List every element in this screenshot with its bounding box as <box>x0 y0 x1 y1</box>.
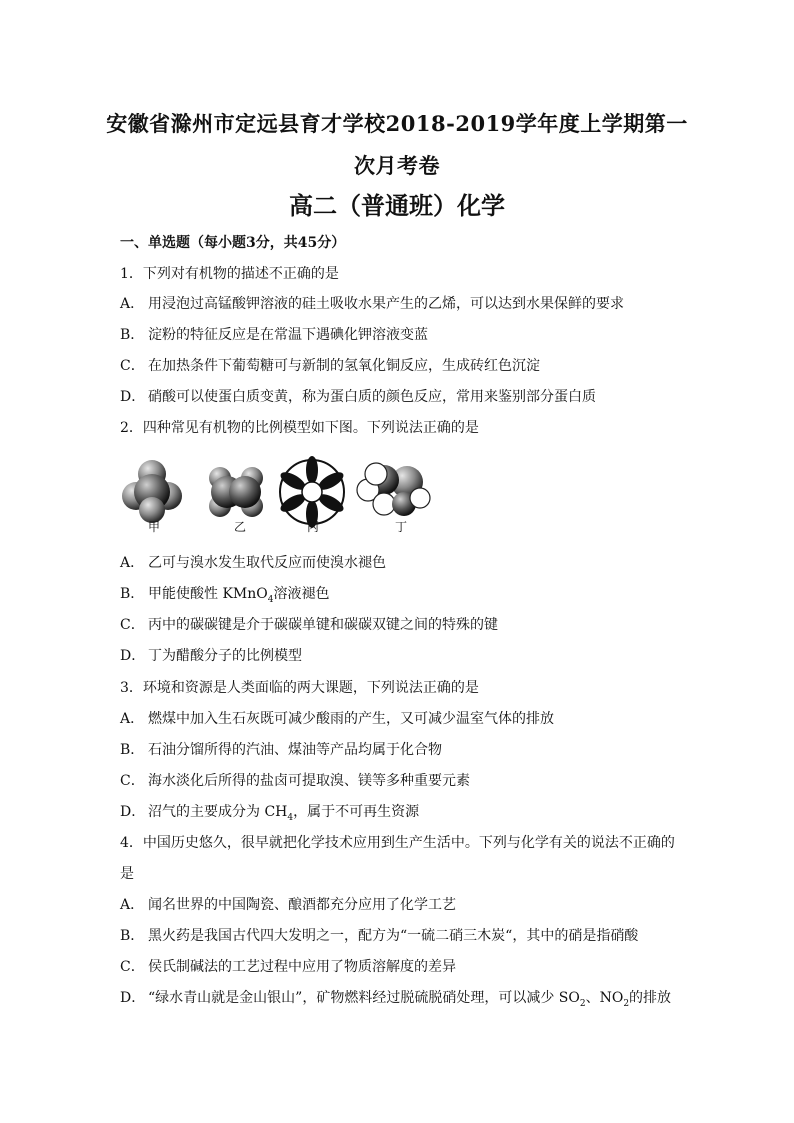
q3-option-b <box>120 739 442 759</box>
option-label: D． <box>120 990 146 1006</box>
q2-stem: 2．四种常见有机物的比例模型如下图。下列说法正确的是 <box>120 420 479 436</box>
option-label: B． <box>120 928 145 944</box>
caption-bing: 丙 <box>307 520 320 534</box>
caption-yi: 乙 <box>234 520 247 534</box>
caption-ding: 丁 <box>395 520 408 534</box>
option-text: 硝酸可以使蛋白质变黄，称为蛋白质的颜色反应，常用来鉴别部分蛋白质 <box>148 389 596 405</box>
q2-option-a <box>120 552 386 572</box>
q1-stem: 1．下列对有机物的描述不正确的是 <box>120 266 339 282</box>
q1-option-c <box>120 355 540 375</box>
option-text: “绿水青山就是金山银山”，矿物燃料经过脱硫脱硝处理，可以减少 SO <box>148 990 580 1006</box>
page-title-line1: 安徽省滁州市定远县育才学校2018-2019学年度上学期第一 <box>106 111 688 136</box>
option-text: 用浸泡过高锰酸钾溶液的硅土吸收水果产生的乙烯，可以达到水果保鲜的要求 <box>148 296 624 312</box>
option-label: C． <box>120 617 145 633</box>
q4-option-c <box>120 956 456 976</box>
option-label: D． <box>120 648 146 664</box>
option-label: D． <box>120 804 146 820</box>
option-label: C． <box>120 959 145 975</box>
option-text: 甲能使酸性 KMnO <box>148 586 268 602</box>
q4-option-a <box>120 894 456 914</box>
page-title-line2: 次月考卷 <box>354 153 440 178</box>
caption-jia: 甲 <box>148 520 161 534</box>
fourth-model <box>357 463 430 516</box>
option-text: 乙可与溴水发生取代反应而使溴水褪色 <box>148 555 386 571</box>
option-text: 黑火药是我国古代四大发明之一，配方为“一硫二硝三木炭“，其中的硝是指硝酸 <box>148 928 639 944</box>
option-label: C． <box>120 358 145 374</box>
ethylene-model <box>209 467 263 517</box>
option-text: 燃煤中加入生石灰既可减少酸雨的产生，又可减少温室气体的排放 <box>148 711 554 727</box>
q4-stem-line2: 是 <box>120 866 134 882</box>
option-label: D． <box>120 389 146 405</box>
option-label: A． <box>120 296 145 312</box>
methane-model <box>122 460 182 523</box>
q3-option-a <box>120 708 554 728</box>
option-label: A． <box>120 897 145 913</box>
option-text: ，属于不可再生资源 <box>293 804 420 820</box>
q4-option-d <box>120 987 671 1009</box>
option-text: 沼气的主要成分为 CH <box>148 804 288 820</box>
q3-stem: 3．环境和资源是人类面临的两大课题，下列说法正确的是 <box>120 680 479 696</box>
option-text: 丙中的碳碳键是介于碳碳单键和碳碳双键之间的特殊的键 <box>148 617 498 633</box>
option-text: 、NO <box>585 990 624 1006</box>
q3-option-c <box>120 770 470 790</box>
option-text: 淀粉的特征反应是在常温下遇碘化钾溶液变蓝 <box>148 327 428 343</box>
q4-stem-line1: 4．中国历史悠久，很早就把化学技术应用到生产生活中。下列与化学有关的说法不正确的 <box>120 835 675 851</box>
option-label: B． <box>120 586 145 602</box>
option-text: 侯氏制碱法的工艺过程中应用了物质溶解度的差异 <box>148 959 456 975</box>
section-heading: 一、单选题（每小题3分，共45分） <box>120 235 346 251</box>
subscript: 2 <box>579 998 586 1009</box>
q1-option-d <box>120 386 596 406</box>
option-text: 石油分馏所得的汽油、煤油等产品均属于化合物 <box>148 742 442 758</box>
option-text: 的排放 <box>629 990 672 1006</box>
option-label: A． <box>120 555 145 571</box>
page-subtitle: 高二（普通班）化学 <box>289 191 505 220</box>
q3-option-d <box>120 801 419 823</box>
q4-option-b <box>120 925 638 945</box>
molecule-models-figure <box>122 452 442 538</box>
q2-option-c <box>120 614 498 634</box>
subscript: 4 <box>267 594 274 605</box>
option-text: 丁为醋酸分子的比例模型 <box>148 648 302 664</box>
option-text: 海水淡化后所得的盐卤可提取溴、镁等多种重要元素 <box>148 773 470 789</box>
subscript: 4 <box>287 812 294 823</box>
option-text: 闻名世界的中国陶瓷、酿酒都充分应用了化学工艺 <box>148 897 456 913</box>
option-label: B． <box>120 327 145 343</box>
q2-option-d <box>120 645 302 665</box>
q1-option-a <box>120 293 624 313</box>
subscript: 2 <box>623 998 630 1009</box>
option-label: C． <box>120 773 145 789</box>
option-label: A． <box>120 711 145 727</box>
option-text: 溶液褪色 <box>273 586 330 602</box>
q1-option-b <box>120 324 428 344</box>
option-text: 在加热条件下葡萄糖可与新制的氢氧化铜反应，生成砖红色沉淀 <box>148 358 540 374</box>
option-label: B． <box>120 742 145 758</box>
q2-option-b <box>120 583 329 605</box>
